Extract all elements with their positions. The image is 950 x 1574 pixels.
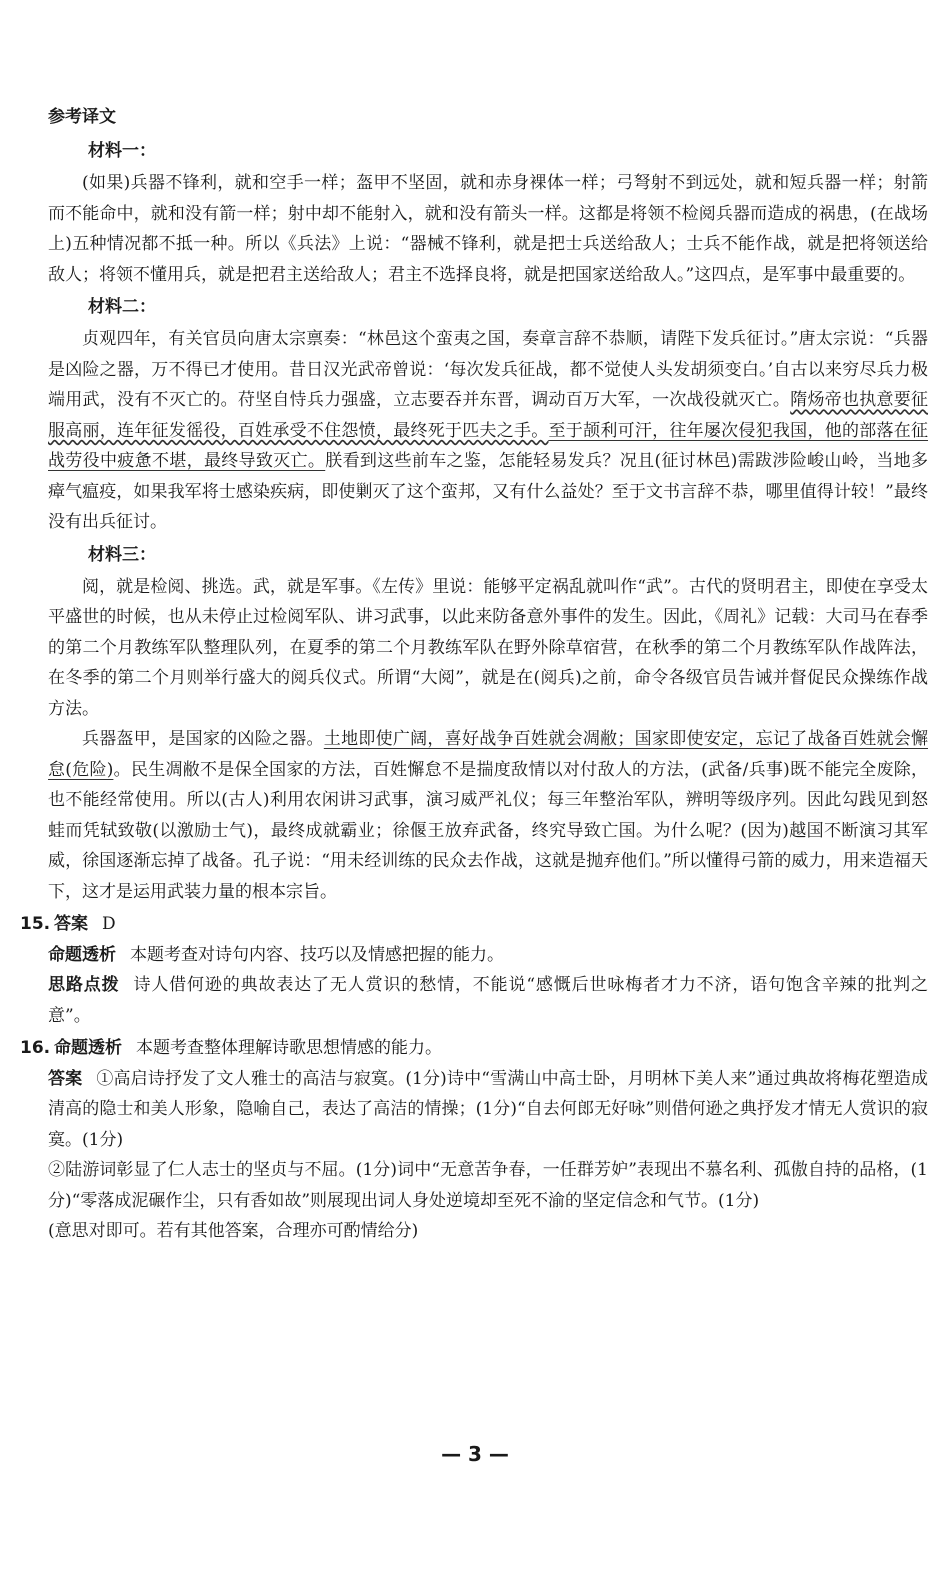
material2-paragraph — [48, 324, 928, 538]
q16-answer-text-1: ①高启诗抒发了文人雅士的高洁与寂寞。(1分)诗中“雪满山中高士卧，月明林下美人来”通过典故将梅花塑造成清高的隐士和美人形象，隐喻自己，表达了高洁的情操；(1分)“自去何郎无好咏”则借何逊之典抒发才情无人赏识的寂寞。(1分) — [48, 1068, 929, 1150]
material2-wavy-underline: 隋炀帝也执意要征服高丽，连年征发徭役，百姓承受不住怨愤，最终死于匹夫之手。 — [48, 390, 929, 441]
q16-number: 16. — [20, 1038, 51, 1058]
material1-paragraph: (如果)兵器不锋利，就和空手一样；盔甲不坚固，就和赤身裸体一样；弓弩射不到远处，就和短兵器一样；射箭而不能命中，就和没有箭一样；射中却不能射入，就和没有箭头一样。这都是将领不检阅兵器而造成的祸患，(在战场上)五种情况都不抵一种。所以《兵法》上说：“器械不锋利，就是把士兵送给敌人；士兵不能作战，就是把将领送给敌人；将领不懂用兵，就是把君主送给敌人；君主不选择良将，就是把国家送给敌人。”这四点，是军事中最重要的。 — [48, 173, 928, 285]
material3-straight-underline: 土地即使广阔，喜好战争百姓就会凋敝；国家即使安定，忘记了战备百姓就会懈怠(危险) — [48, 729, 929, 780]
q15-hint-label: 思路点拨 — [48, 975, 120, 995]
material3-paragraph-2 — [48, 724, 928, 907]
question-16 — [20, 1033, 929, 1247]
material1-heading: 材料一： — [88, 141, 156, 161]
q15-intent-label: 命题透析 — [48, 944, 116, 965]
page-number: — 3 — — [441, 1442, 509, 1466]
q15-answer-row — [20, 909, 928, 940]
material3-text-a: 兵器盔甲，是国家的凶险之器。 — [82, 729, 324, 749]
document-content — [20, 100, 929, 1247]
q15-intent-row — [48, 940, 928, 971]
q16-answer-paragraph-2: ②陆游词彰显了仁人志士的坚贞与不屈。(1分)词中“无意苦争春，一任群芳妒”表现出不慕名利、孤傲自持的品格，(1分)“零落成泥碾作尘，只有香如故”则展现出词人身处逆境却至死不渝的坚定信念和气节。(1分) — [48, 1160, 928, 1211]
material2-text-b: 朕看到这些前车之鉴，怎能轻易发兵？况且(征讨林邑)需跋涉险峻山岭，当地多瘴气瘟疫，如果我军将士感染疾病，即使剿灭了这个蛮邦，又有什么益处？至于文书言辞不恭，哪里值得计较！”最终没有出兵征讨。 — [48, 451, 928, 532]
q16-answer-label: 答案 — [48, 1068, 83, 1089]
q15-number: 15. — [20, 914, 51, 934]
material2-text-a: 贞观四年，有关官员向唐太宗禀奏：“林邑这个蛮夷之国，奏章言辞不恭顺，请陛下发兵征讨。”唐太宗说：“兵器是凶险之器，万不得已才使用。昔日汉光武帝曾说：‘每次发兵征战，都不觉使人头发胡须变白。’自古以来穷尽兵力极端用武，没有不灭亡的。苻坚自恃兵力强盛，立志要吞并东晋，调动百万大军，一次战役就灭亡。 — [48, 329, 928, 410]
material3-text-b: 。民生凋敝不是保全国家的方法，百姓懈怠不是揣度敌情以对付敌人的方法，(武备/兵事)既不能完全废除，也不能经常使用。所以(古人)利用农闲讲习武事，演习威严礼仪；每三年整治军队，辨明等级序列。因此勾践见到怒蛙而凭轼致敬(以激励士气)，最终成就霸业；徐偃王放弃武备，终究导致亡国。为什么呢？(因为)越国不断演习其军威，徐国逐渐忘掉了战备。孔子说：“用未经训练的民众去作战，这就是抛弃他们。”所以懂得弓箭的威力，用来造福天下，这才是运用武装力量的根本宗旨。 — [48, 759, 929, 902]
material3-heading: 材料三： — [88, 544, 156, 565]
q15-hint-row — [48, 970, 928, 1031]
q15-answer-label: 答案 — [54, 914, 88, 934]
question-15 — [20, 909, 928, 1031]
q16-intent-row — [20, 1033, 928, 1064]
reference-title: 参考译文 — [48, 107, 116, 127]
material3-paragraph-1: 阅，就是检阅、挑选。武，就是军事。《左传》里说：能够平定祸乱就叫作“武”。古代的贤明君主，即使在享受太平盛世的时候，也从未停止过检阅军队、讲习武事，以此来防备意外事件的发生。因此，《周礼》记载：大司马在春季的第二个月教练军队整理队列，在夏季的第二个月教练军队在野外除草宿营，在秋季的第二个月教练军队作战阵法，在冬季的第二个月则举行盛大的阅兵仪式。所谓“大阅”，就是在(阅兵)之前，命令各级官员告诫并督促民众操练作战方法。 — [48, 576, 928, 719]
q15-intent-text: 本题考查对诗句内容、技巧以及情感把握的能力。 — [130, 944, 504, 965]
q16-answer-paragraph-1 — [48, 1064, 928, 1156]
q16-intent-text: 本题考查整体理解诗歌思想情感的能力。 — [136, 1038, 442, 1058]
q15-hint-text: 诗人借何逊的典故表达了无人赏识的愁情，不能说“感慨后世咏梅者才力不济，语句饱含辛辣的批判之意”。 — [48, 975, 928, 1026]
material2-straight-underline: 至于颉利可汗，往年屡次侵犯我国，他的部落在征战劳役中疲惫不堪，最终导致灭亡。 — [48, 420, 929, 471]
material2-heading: 材料二： — [88, 297, 156, 317]
q16-intent-label: 命题透析 — [54, 1038, 122, 1058]
q15-answer-value: D — [102, 914, 116, 934]
q16-note: (意思对即可。若有其他答案，合理亦可酌情给分) — [48, 1221, 419, 1241]
